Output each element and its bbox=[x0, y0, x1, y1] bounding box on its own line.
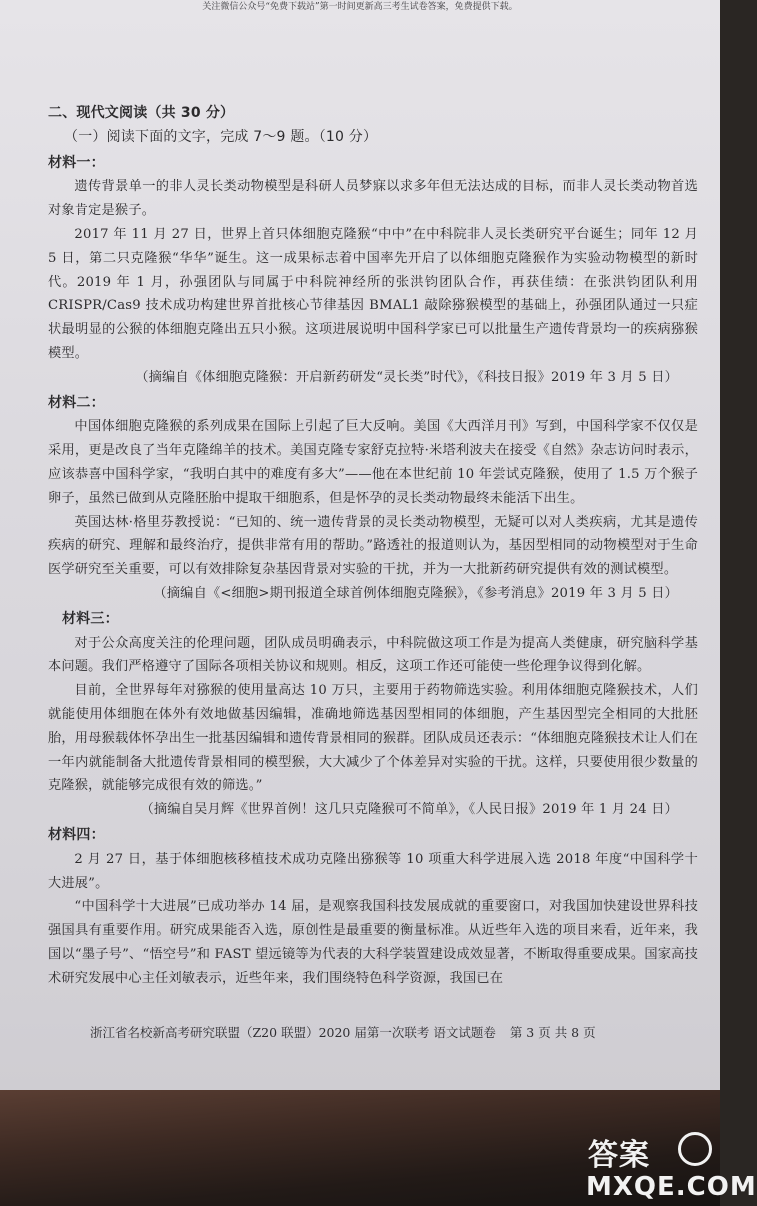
material-1-para: 2017 年 11 月 27 日，世界上首只体细胞克隆猴“中中”在中科院非人灵长类研究平台诞生；同年 12 月 5 日，第二只克隆猴“华华”诞生。这一成果标志着中国率先开启了以体细胞克隆猴作为实验动物模型的新时代。2019 年 1 月，孙强团队与同属于中科院神经所的张洪钧团队合作，再获佳绩：在张洪钧团队利用 CRISPR/Cas9 技术成功构建世界首批核心节律基因 BMAL1 敲除猕猴模型的基础上，孙强团队通过一只症状最明显的公猴的体细胞克隆出五只小猴。这项进展说明中国科学家已可以批量生产遗传背景均一的疾病猕猴模型。 bbox=[48, 226, 698, 361]
material-2-source: （摘编自《<细胞>期刊报道全球首例体细胞克隆猴》，《参考消息》2019 年 3 月 5 日） bbox=[153, 585, 678, 601]
watermark-circle-icon bbox=[678, 1132, 712, 1166]
material-1-label: 材料一： bbox=[48, 154, 105, 171]
watermark-domain: MXQE.COM bbox=[586, 1172, 757, 1202]
watermark-logo bbox=[584, 1130, 757, 1206]
header-note: 关注微信公众号“免费下载站”第一时间更新高三考生试卷答案，免费提供下载。 bbox=[202, 2, 518, 12]
material-4-para: 2 月 27 日，基于体细胞核移植技术成功克隆出猕猴等 10 项重大科学进展入选 2018 年度“中国科学十大进展”。 bbox=[48, 851, 698, 891]
material-1-para: 遗传背景单一的非人灵长类动物模型是科研人员梦寐以求多年但无法达成的目标，而非人灵长类动物首选对象肯定是猴子。 bbox=[48, 179, 698, 219]
page-footer bbox=[90, 1023, 650, 1041]
material-3-source: （摘编自吴月辉《世界首例！这几只克隆猴可不简单》，《人民日报》2019 年 1 月 24 日） bbox=[140, 802, 678, 818]
sub-title: （一）阅读下面的文字，完成 7～9 题。（10 分） bbox=[64, 128, 378, 145]
material-4-label: 材料四： bbox=[48, 826, 105, 843]
page-number: 第 3 页 共 8 页 bbox=[509, 1025, 596, 1040]
material-1-source: （摘编自《体细胞克隆猴：开启新药研发“灵长类”时代》，《科技日报》2019 年 3 月 5 日） bbox=[135, 369, 678, 385]
watermark-text: 答案 bbox=[588, 1138, 650, 1173]
reading-section bbox=[48, 96, 698, 990]
material-3-para: 目前，全世界每年对猕猴的使用量高达 10 万只，主要用于药物筛选实验。利用体细胞克隆猴技术，人们就能使用体细胞在体外有效地做基因编辑，准确地筛选基因型相同的体细胞，产生基因型完全相同的大批胚胎，用母猴载体怀孕出生一批基因编辑和遗传背景相同的猴群。团队成员还表示：“体细胞克隆猴技术让人们在一年内就能制备大批遗传背景相同的模型猴，大大减少了个体差异对实验的干扰。这样，只要使用很少数量的克隆猴，就能够完成很有效的筛选。” bbox=[48, 683, 698, 794]
material-2-para: 英国达林·格里芬教授说：“已知的、统一遗传背景的灵长类动物模型，无疑可以对人类疾病，尤其是遗传疾病的研究、理解和最终治疗，提供非常有用的帮助。”路透社的报道则认为，基因型相同的动物模型对于生命医学研究至关重要，可以有效排除复杂基因背景对实验的干扰，并为一大批新药研究提供有效的测试模型。 bbox=[48, 514, 698, 578]
material-2-para: 中国体细胞克隆猴的系列成果在国际上引起了巨大反响。美国《大西洋月刊》写到，中国科学家不仅仅是采用，更是改良了当年克隆绵羊的技术。美国克隆专家舒克拉特·米塔利波夫在接受《自然》杂志访问时表示，应该恭喜中国科学家，“我明白其中的难度有多大”——他在本世纪前 10 年尝试克隆猴，使用了 1.5 万个猴子卵子，虽然已做到从克隆胚胎中提取干细胞系，但是怀孕的灵长类动物最终未能活下出生。 bbox=[48, 419, 698, 506]
exam-title: 浙江省名校新高考研究联盟（Z20 联盟）2020 届第一次联考 语文试题卷 bbox=[90, 1025, 496, 1040]
material-2-label: 材料二： bbox=[48, 394, 105, 411]
material-3-label: 材料三： bbox=[62, 610, 119, 627]
section-title: 二、现代文阅读（共 30 分） bbox=[48, 105, 235, 121]
material-4-para: “中国科学十大进展”已成功举办 14 届，是观察我国科技发展成就的重要窗口，对我国加快建设世界科技强国具有重要作用。研究成果能否入选，原创性是最重要的衡量标准。从近些年入选的项目来看，近年来，我国以“墨子号”、“悟空号”和 FAST 望远镜等为代表的大科学装置建设成效显著，不断取得重要成果。国家高技术研究发展中心主任刘敏表示，近些年来，我们围绕特色科学资源，我国已在 bbox=[48, 899, 698, 986]
material-3-para: 对于公众高度关注的伦理问题，团队成员明确表示，中科院做这项工作是为提高人类健康，研究脑科学基本问题。我们严格遵守了国际各项相关协议和规则。相反，这项工作还可能使一些伦理争议得到化解。 bbox=[48, 635, 698, 675]
